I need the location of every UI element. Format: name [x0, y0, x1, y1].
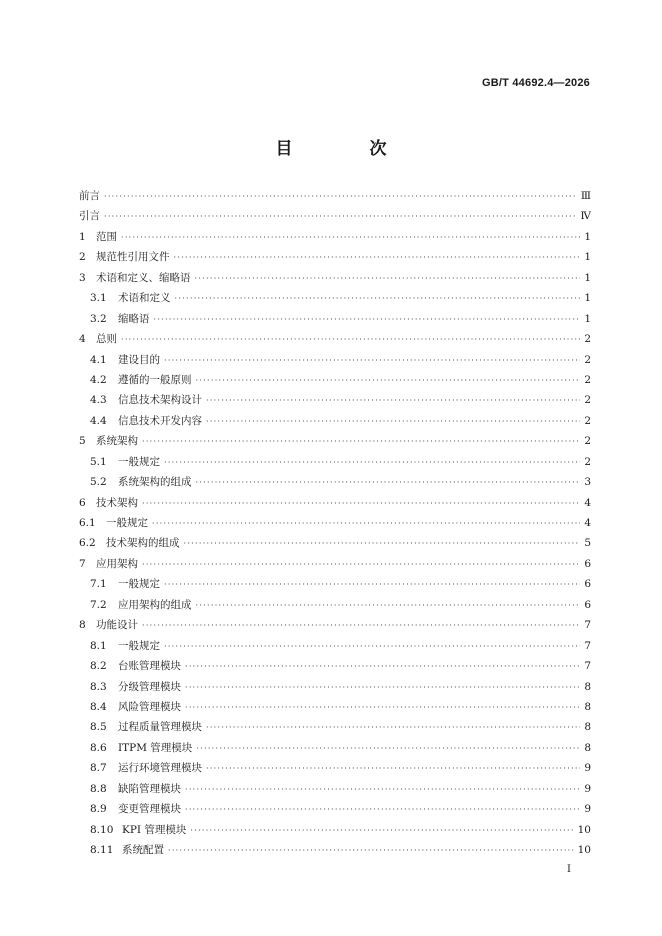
- toc-entry[interactable]: [79, 513, 591, 533]
- toc-entry[interactable]: [79, 738, 591, 758]
- dot-leader: [174, 248, 581, 268]
- toc-entry-title: 规范性引用文件: [96, 251, 170, 264]
- toc-entry-title: 总则: [96, 333, 117, 346]
- dot-leader: [164, 637, 580, 657]
- toc-entry-number: 4.4: [90, 414, 107, 427]
- dot-leader: [142, 555, 580, 575]
- toc-entry[interactable]: [79, 370, 591, 390]
- toc-entry-page: 2: [584, 394, 591, 407]
- toc-entry-page: 6: [584, 578, 591, 591]
- toc-entry-page: 1: [584, 230, 591, 243]
- toc-entry-number: 8.8: [90, 782, 107, 795]
- toc-entry[interactable]: [79, 615, 591, 635]
- toc-entry[interactable]: [79, 717, 591, 737]
- toc-entry-page: 9: [584, 803, 591, 816]
- dot-leader: [185, 678, 580, 698]
- toc-entry-number: 4.1: [90, 353, 107, 366]
- dot-leader: [185, 657, 580, 677]
- dot-leader: [184, 534, 581, 554]
- toc-entry-number: 4.3: [90, 394, 107, 407]
- dot-leader: [121, 228, 580, 248]
- toc-entry[interactable]: [79, 247, 591, 267]
- dot-leader: [185, 698, 580, 718]
- toc-entry-page: 1: [584, 312, 591, 325]
- toc-entry-number: 3: [79, 271, 86, 284]
- dot-leader: [164, 351, 580, 371]
- toc-entry-number: 6.2: [79, 537, 96, 550]
- toc-entry-number: 8: [79, 619, 86, 632]
- toc-entry-title: 信息技术架构设计: [118, 394, 202, 407]
- toc-entry[interactable]: [79, 227, 591, 247]
- toc-entry[interactable]: [79, 472, 591, 492]
- toc-entry[interactable]: [79, 350, 591, 370]
- toc-entry-page: 7: [584, 639, 591, 652]
- toc-entry-title: 技术架构: [96, 496, 138, 509]
- toc-entry-page: 10: [577, 823, 591, 836]
- toc-entry-number: 1: [79, 230, 86, 243]
- toc-entry-title: KPI 管理模块: [122, 823, 187, 836]
- toc-entry[interactable]: [79, 431, 591, 451]
- toc-entry-title: 系统架构的组成: [118, 476, 192, 489]
- toc-entry-number: 5.2: [90, 476, 107, 489]
- toc-entry[interactable]: [79, 697, 591, 717]
- toc-entry[interactable]: [79, 533, 591, 553]
- toc-entry-title: 信息技术开发内容: [118, 414, 202, 427]
- toc-entry-title: 一般规定: [106, 517, 148, 529]
- toc-entry[interactable]: [79, 288, 591, 308]
- toc-entry[interactable]: [79, 309, 591, 329]
- toc-entry-number: 8.4: [90, 700, 107, 713]
- toc-entry-page: 3: [584, 476, 591, 489]
- toc-entry-title: 运行环境管理模块: [118, 762, 202, 775]
- dot-leader: [104, 187, 577, 207]
- toc-entry-page: 4: [584, 496, 591, 509]
- toc-entry-number: 7.1: [90, 578, 107, 591]
- toc-entry-title: 缺陷管理模块: [118, 782, 181, 795]
- toc-entry-number: 6.1: [79, 517, 96, 529]
- toc-entry-page: 5: [584, 537, 591, 550]
- toc-entry-page: 8: [584, 741, 591, 754]
- toc-entry-page: 8: [584, 721, 591, 734]
- toc-entry-title: 缩略语: [118, 312, 150, 325]
- toc-entry-title: 系统配置: [122, 844, 164, 856]
- toc-entry[interactable]: [79, 268, 591, 288]
- toc-entry-title: 技术架构的组成: [106, 537, 180, 550]
- toc-entry[interactable]: [79, 595, 591, 615]
- toc-entry-number: 7: [79, 557, 86, 570]
- dot-leader: [154, 310, 581, 330]
- dot-leader: [185, 780, 580, 800]
- toc-entry-title: 术语和定义: [118, 292, 171, 305]
- toc-entry-page: Ⅳ: [580, 210, 591, 223]
- toc-entry[interactable]: [79, 779, 591, 799]
- toc-entry-page: 2: [584, 435, 591, 448]
- toc-entry-page: 7: [584, 619, 591, 632]
- toc-entry-page: 6: [584, 557, 591, 570]
- toc-entry-number: 3.2: [90, 312, 107, 325]
- toc-entry-title: 风险管理模块: [118, 700, 181, 713]
- toc-entry[interactable]: [79, 636, 591, 656]
- dot-leader: [142, 616, 580, 636]
- toc-entry[interactable]: [79, 574, 591, 594]
- dot-leader: [196, 371, 581, 391]
- toc-entry[interactable]: [79, 656, 591, 676]
- toc-entry-number: 7.2: [90, 598, 107, 611]
- toc-entry[interactable]: [79, 554, 591, 574]
- dot-leader: [195, 269, 581, 289]
- toc-entry[interactable]: [79, 390, 591, 410]
- toc-entry-title: 前言: [79, 190, 100, 202]
- toc-entry-page: 2: [584, 373, 591, 386]
- toc-entry-number: 8.11: [90, 844, 114, 856]
- dot-leader: [142, 494, 580, 514]
- toc-entry-page: 2: [584, 455, 591, 468]
- toc-entry[interactable]: [79, 840, 591, 860]
- toc-entry-title: 台账管理模块: [118, 660, 181, 673]
- toc-entry-number: 8.3: [90, 680, 107, 693]
- toc-entry[interactable]: [79, 758, 591, 778]
- page-title: 目 次: [275, 139, 417, 159]
- page-number: Ⅰ: [567, 864, 571, 875]
- toc-entry-title: 分级管理模块: [118, 680, 181, 693]
- toc-entry-title: 一般规定: [118, 455, 160, 468]
- toc-entry-page: 6: [584, 598, 591, 611]
- dot-leader: [104, 207, 577, 227]
- toc-entry-number: 8.7: [90, 762, 107, 775]
- toc-entry-title: 一般规定: [118, 578, 160, 591]
- toc-entry-number: 8.10: [90, 823, 114, 836]
- toc-entry-number: 8.2: [90, 660, 107, 673]
- dot-leader: [164, 453, 580, 473]
- toc-entry-page: 9: [584, 782, 591, 795]
- toc-entry-number: 4: [79, 333, 86, 346]
- toc-entry[interactable]: [79, 329, 591, 349]
- toc-entry-page: 7: [584, 660, 591, 673]
- table-of-contents: [79, 186, 591, 860]
- toc-entry-number: 6: [79, 496, 86, 509]
- toc-entry-title: 系统架构: [96, 435, 138, 448]
- dot-leader: [206, 759, 580, 779]
- toc-entry-title: 应用架构: [96, 557, 138, 570]
- toc-entry-number: 8.5: [90, 721, 107, 734]
- toc-entry[interactable]: [79, 452, 591, 472]
- toc-entry-title: 功能设计: [96, 619, 138, 632]
- toc-entry-page: 8: [584, 680, 591, 693]
- dot-leader: [196, 473, 581, 493]
- dot-leader: [190, 821, 573, 841]
- toc-entry-page: 1: [584, 251, 591, 264]
- toc-entry-page: 1: [584, 292, 591, 305]
- toc-entry[interactable]: [79, 186, 591, 206]
- toc-entry-title: 范围: [96, 230, 117, 243]
- toc-entry-title: 一般规定: [118, 639, 160, 652]
- dot-leader: [168, 841, 574, 861]
- toc-entry-page: 4: [584, 517, 591, 529]
- dot-leader: [196, 739, 580, 759]
- toc-entry-title: 过程质量管理模块: [118, 721, 202, 734]
- toc-entry[interactable]: [79, 820, 591, 840]
- toc-entry-page: 10: [577, 844, 591, 856]
- dot-leader: [206, 391, 580, 411]
- toc-entry-title: 引言: [79, 210, 100, 223]
- toc-entry-page: Ⅲ: [580, 190, 591, 202]
- toc-entry[interactable]: [79, 799, 591, 819]
- toc-entry-number: 4.2: [90, 373, 107, 386]
- toc-entry-number: 2: [79, 251, 86, 264]
- toc-entry[interactable]: [79, 677, 591, 697]
- dot-leader: [185, 800, 580, 820]
- toc-entry-title: ITPM 管理模块: [118, 741, 193, 754]
- toc-entry-title: 变更管理模块: [118, 803, 181, 816]
- dot-leader: [121, 330, 580, 350]
- toc-entry-page: 8: [584, 700, 591, 713]
- toc-entry[interactable]: [79, 493, 591, 513]
- dot-leader: [175, 289, 581, 309]
- dot-leader: [206, 412, 580, 432]
- toc-entry[interactable]: [79, 411, 591, 431]
- dot-leader: [142, 432, 580, 452]
- standard-code: GB/T 44692.4—2026: [482, 77, 590, 89]
- toc-entry-page: 2: [584, 353, 591, 366]
- toc-entry-page: 9: [584, 762, 591, 775]
- toc-entry-number: 8.1: [90, 639, 107, 652]
- toc-entry-number: 8.6: [90, 741, 107, 754]
- toc-entry-number: 5.1: [90, 455, 107, 468]
- toc-entry-title: 遵循的一般原则: [118, 373, 192, 386]
- dot-leader: [196, 596, 581, 616]
- dot-leader: [206, 718, 580, 738]
- toc-entry-page: 2: [584, 414, 591, 427]
- toc-entry-number: 3.1: [90, 292, 107, 305]
- toc-entry-title: 应用架构的组成: [118, 598, 192, 611]
- toc-entry-number: 8.9: [90, 803, 107, 816]
- dot-leader: [164, 575, 580, 595]
- toc-entry-page: 1: [584, 271, 591, 284]
- toc-entry-title: 术语和定义、缩略语: [96, 271, 191, 284]
- toc-entry-title: 建设目的: [118, 353, 160, 366]
- toc-entry-number: 5: [79, 435, 86, 448]
- dot-leader: [152, 514, 580, 534]
- toc-entry[interactable]: [79, 206, 591, 226]
- toc-entry-page: 2: [584, 333, 591, 346]
